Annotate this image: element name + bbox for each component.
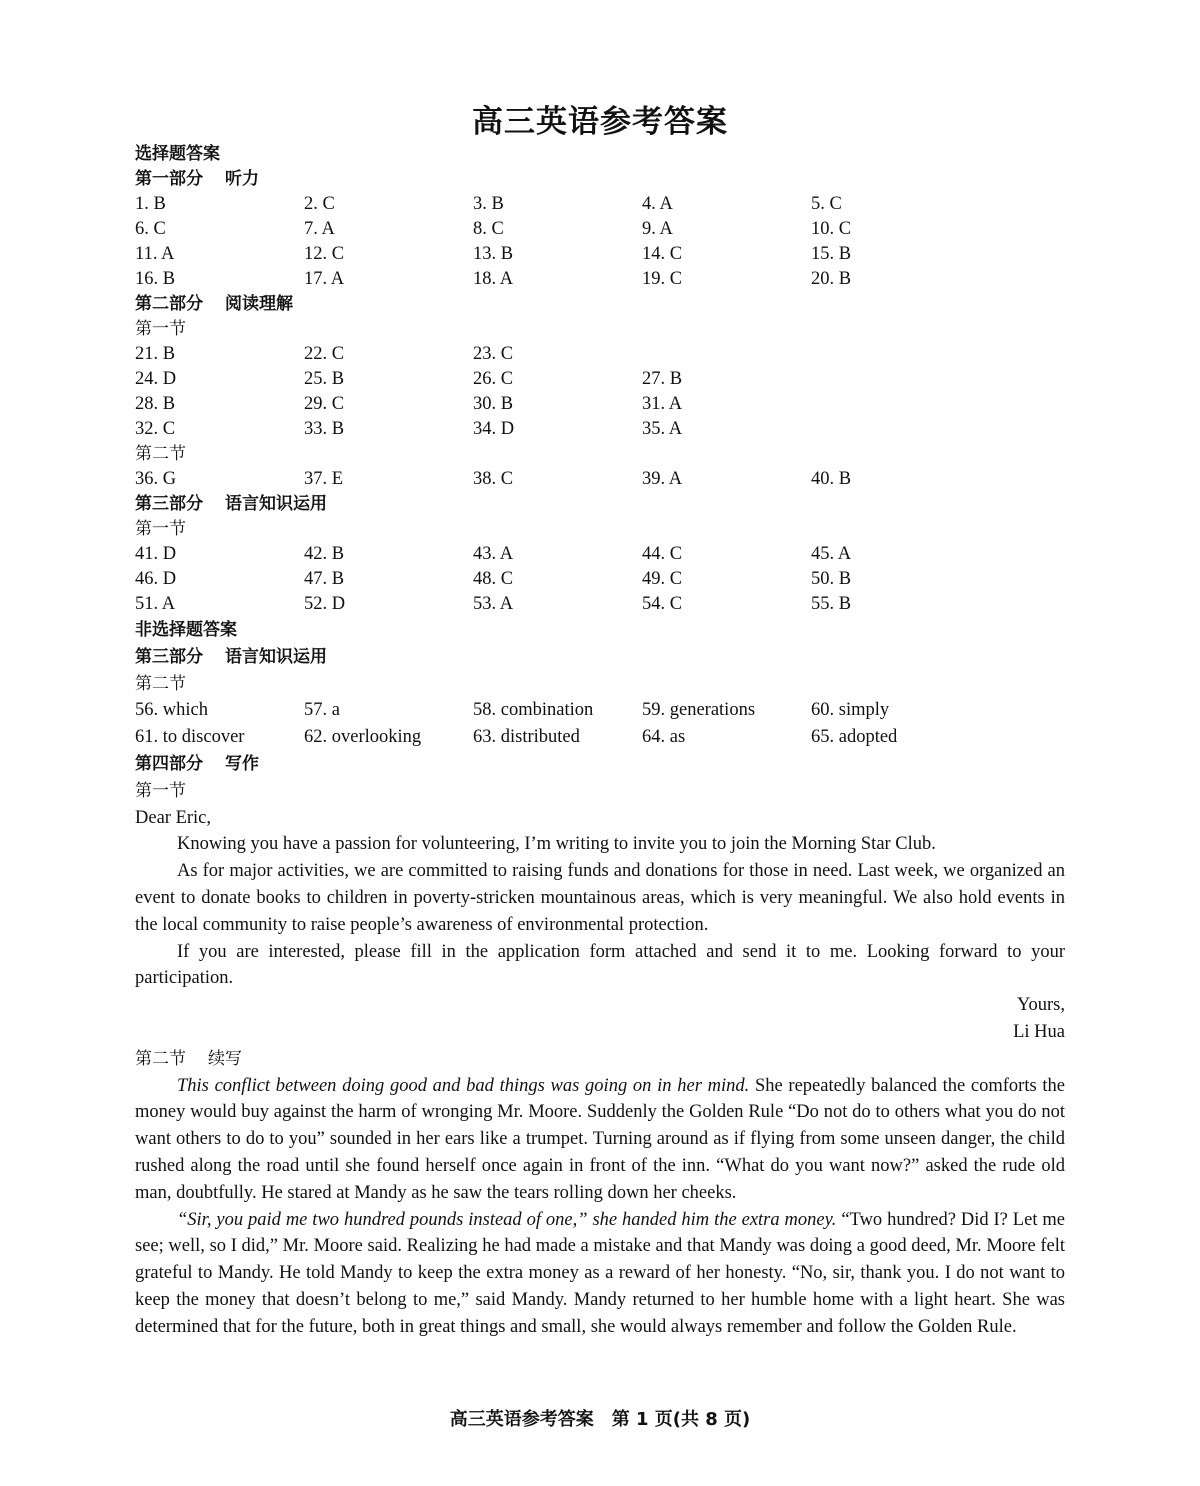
answer-cell: 23. C	[473, 344, 514, 364]
page-title: 高三英语参考答案	[472, 104, 728, 140]
answer-cell: 27. B	[642, 369, 683, 389]
part-name: 语言知识运用	[225, 494, 327, 514]
answer-cell: 8. C	[473, 219, 504, 239]
answer-cell: 60. simply	[811, 700, 890, 721]
answer-cell: 35. A	[642, 419, 683, 439]
answer-row	[135, 467, 1065, 492]
answer-cell: 34. D	[473, 419, 515, 439]
answer-cell: 39. A	[642, 469, 683, 489]
answer-cell: 51. A	[135, 594, 176, 614]
answer-cell: 24. D	[135, 369, 177, 389]
answer-cell: 38. C	[473, 469, 514, 489]
story-italic-sentence: “Sir, you paid me two hundred pounds instead of one,” she handed him the extra money.	[177, 1209, 837, 1230]
answer-cell: 49. C	[642, 569, 683, 589]
answer-cell: 5. C	[811, 194, 842, 214]
subsection-heading	[135, 1046, 1065, 1073]
answer-cell: 33. B	[304, 419, 345, 439]
section-heading: 选择题答案	[135, 144, 220, 164]
answer-cell: 14. C	[642, 244, 683, 264]
subsection-heading: 第一节	[135, 319, 186, 339]
subsection-name: 续写	[208, 1048, 242, 1069]
answer-cell: 55. B	[811, 594, 852, 614]
answer-cell: 3. B	[473, 194, 504, 214]
answer-cell: 64. as	[642, 727, 686, 748]
answer-cell: 36. G	[135, 469, 177, 489]
answer-row	[135, 567, 1065, 592]
answer-cell: 22. C	[304, 344, 345, 364]
answer-row	[135, 697, 1065, 724]
answer-cell: 25. B	[304, 369, 345, 389]
answer-row	[135, 724, 1065, 751]
answer-cell: 31. A	[642, 394, 683, 414]
answer-cell: 53. A	[473, 594, 514, 614]
part-label: 第四部分	[135, 753, 203, 774]
answer-cell: 11. A	[135, 244, 175, 264]
answer-cell: 1. B	[135, 194, 166, 214]
answer-cell: 13. B	[473, 244, 514, 264]
answer-cell: 52. D	[304, 594, 346, 614]
answer-cell: 40. B	[811, 469, 852, 489]
part-label: 第一部分	[135, 169, 203, 189]
answer-cell: 50. B	[811, 569, 852, 589]
letter-signature: Li Hua	[1013, 1021, 1065, 1042]
letter-closing: Yours,	[1017, 995, 1065, 1016]
answer-cell: 10. C	[811, 219, 852, 239]
subsection-heading: 第二节	[135, 444, 186, 464]
answer-row	[135, 342, 1065, 367]
story-paragraph	[135, 1073, 1065, 1207]
answer-cell: 18. A	[473, 269, 514, 289]
answer-row	[135, 242, 1065, 267]
answer-cell: 45. A	[811, 544, 852, 564]
answer-cell: 41. D	[135, 544, 177, 564]
answer-cell: 9. A	[642, 219, 673, 239]
letter-greeting: Dear Eric,	[135, 807, 212, 828]
answer-cell: 12. C	[304, 244, 345, 264]
answer-cell: 61. to discover	[135, 727, 245, 748]
answer-row	[135, 367, 1065, 392]
part-label: 第三部分	[135, 646, 203, 667]
answer-cell: 2. C	[304, 194, 335, 214]
answer-cell: 15. B	[811, 244, 852, 264]
answer-row	[135, 417, 1065, 442]
subsection-label: 第二节	[135, 1048, 186, 1069]
answer-cell: 54. C	[642, 594, 683, 614]
page-footer: 高三英语参考答案 第 1 页(共 8 页)	[449, 1409, 751, 1430]
answer-row	[135, 542, 1065, 567]
answer-cell: 65. adopted	[811, 727, 898, 748]
answer-cell: 48. C	[473, 569, 514, 589]
answer-cell: 47. B	[304, 569, 345, 589]
answer-cell: 29. C	[304, 394, 345, 414]
part-heading	[135, 167, 1065, 192]
answer-cell: 30. B	[473, 394, 514, 414]
part-heading	[135, 751, 1065, 778]
story-italic-sentence: This conflict between doing good and bad things was going on in her mind.	[177, 1075, 750, 1096]
story-text: She repeatedly balanced the comforts the money would buy against the harm of wronging Mr. Moore. Suddenly the Golden Rule “Do not do to others what you do not want others to do to you” sounded in her ears like a trumpet. Turning around as if flying from some unseen danger, the child rushed along the road until she found herself once again in front of the inn. “What do you want now?” asked the rude old man, doubtfully. He stared at Mandy as he saw the tears rolling down her cheeks.	[135, 1075, 1066, 1203]
story-text: “Two hundred? Did I? Let me see; well, so I did,” Mr. Moore said. Realizing he had made a mistake and that Mandy was doing a good deed, Mr. Moore felt grateful to Mandy. He told Mandy to keep the extra money as a reward of her honesty. “No, sir, thank you. I do not want to keep the money that doesn’t belong to me,” said Mandy. Mandy returned to her humble home with a light heart. She was determined that for the future, both in great things and small, she would always remember and follow the Golden Rule.	[135, 1209, 1065, 1337]
answer-cell: 58. combination	[473, 700, 594, 721]
part-name: 阅读理解	[225, 294, 293, 314]
answer-cell: 21. B	[135, 344, 176, 364]
part-name: 语言知识运用	[225, 646, 327, 667]
answer-cell: 42. B	[304, 544, 345, 564]
answer-cell: 17. A	[304, 269, 345, 289]
answer-cell: 59. generations	[642, 700, 756, 721]
answer-row	[135, 392, 1065, 417]
answer-cell: 46. D	[135, 569, 177, 589]
answer-cell: 16. B	[135, 269, 176, 289]
answer-cell: 26. C	[473, 369, 514, 389]
part-heading	[135, 292, 1065, 317]
answer-row	[135, 192, 1065, 217]
answer-cell: 62. overlooking	[304, 727, 422, 748]
answer-row	[135, 592, 1065, 617]
part-name: 写作	[225, 753, 259, 774]
part-label: 第二部分	[135, 294, 203, 314]
story-paragraph	[135, 1207, 1065, 1341]
answer-cell: 56. which	[135, 700, 208, 721]
answer-cell: 20. B	[811, 269, 852, 289]
section-heading: 非选择题答案	[135, 620, 237, 640]
answer-cell: 19. C	[642, 269, 683, 289]
subsection-heading: 第一节	[135, 780, 186, 801]
subsection-heading: 第一节	[135, 519, 186, 539]
answer-cell: 37. E	[304, 469, 344, 489]
answer-cell: 57. a	[304, 700, 340, 721]
answer-row	[135, 217, 1065, 242]
answer-cell: 32. C	[135, 419, 176, 439]
answer-cell: 4. A	[642, 194, 673, 214]
letter-paragraph: Knowing you have a passion for volunteering, I’m writing to invite you to join the Morning Star Club.	[177, 834, 936, 855]
part-heading	[135, 492, 1065, 517]
answer-cell: 63. distributed	[473, 727, 580, 748]
answer-cell: 44. C	[642, 544, 683, 564]
answer-cell: 28. B	[135, 394, 176, 414]
letter-paragraph: If you are interested, please fill in the application form attached and send it to me. Looking forward to your participation.	[135, 941, 1065, 989]
letter-paragraph: As for major activities, we are committed to raising funds and donations for those in need. Last week, we organized an event to donate books to children in poverty-stricken mountainous areas, which is very meaningful. We also hold events in the local community to raise people’s awareness of environmental protection.	[135, 861, 1065, 935]
answer-cell: 43. A	[473, 544, 514, 564]
subsection-heading: 第二节	[135, 673, 186, 694]
part-name: 听力	[225, 169, 259, 189]
part-label: 第三部分	[135, 494, 203, 514]
part-heading	[135, 644, 1065, 671]
answer-row	[135, 267, 1065, 292]
answer-content	[135, 142, 1065, 1341]
answer-cell: 6. C	[135, 219, 166, 239]
answer-cell: 7. A	[304, 219, 335, 239]
